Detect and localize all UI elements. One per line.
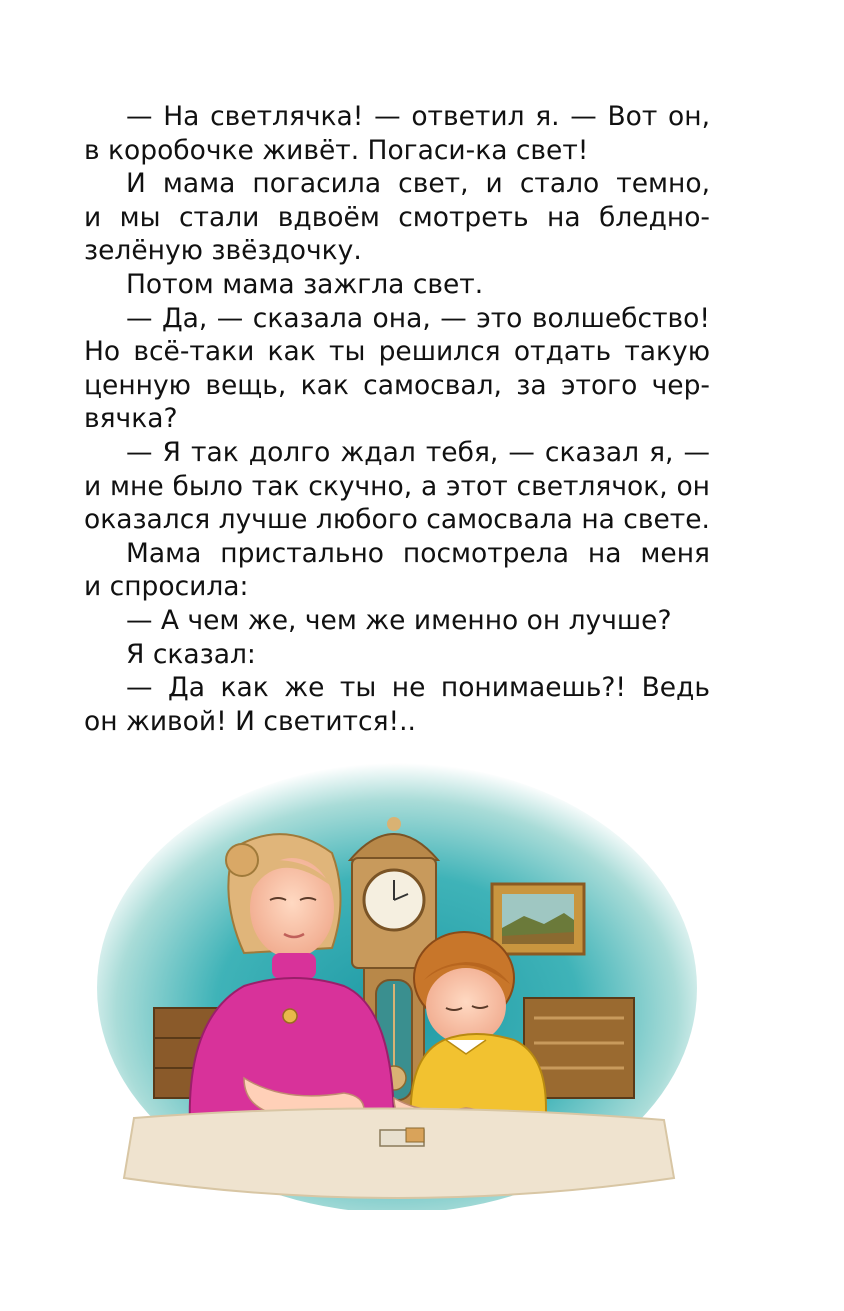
story-text (84, 100, 710, 738)
text-line: Я сказал: (126, 638, 256, 670)
text-line: — Я так долго ждал тебя, — сказал я, — (126, 436, 710, 468)
text-line: Мама пристально посмотрела на меня (126, 537, 710, 569)
wall-picture (492, 884, 584, 954)
text-line: Но всё-таки как ты решился отдать такую (84, 336, 710, 368)
text-line: и мы стали вдвоём смотреть на бледно- (84, 201, 710, 233)
text-line: Потом мама зажгла свет. (126, 268, 484, 300)
text-line: ценную вещь, как самосвал, за этого чер- (84, 369, 710, 401)
text-line: зелёную звёздочку. (84, 235, 362, 267)
text-line: в коробочке живёт. Погаси-ка свет! (84, 134, 589, 166)
text-line: он живой! И светится!.. (84, 705, 416, 737)
table (124, 1108, 674, 1198)
text-line: — На светлячка! — ответил я. — Вот он, (126, 101, 710, 132)
text-line: И мама погасила свет, и стало темно, (126, 168, 710, 200)
text-line: — Да, — сказала она, — это волшебство! (126, 302, 710, 334)
illustration-svg (94, 748, 700, 1210)
text-line: оказался лучше любого самосвала на свете. (84, 504, 710, 536)
text-line: и мне было так скучно, а этот светлячок, он (84, 470, 710, 502)
matchbox (380, 1128, 424, 1146)
text-line: вячка? (84, 403, 178, 435)
text-line: — Да как же ты не понимаешь?! Ведь (126, 672, 710, 704)
story-illustration (94, 748, 700, 1210)
text-line: — А чем же, чем же именно он лучше? (126, 604, 672, 636)
text-line: и спросила: (84, 571, 249, 603)
